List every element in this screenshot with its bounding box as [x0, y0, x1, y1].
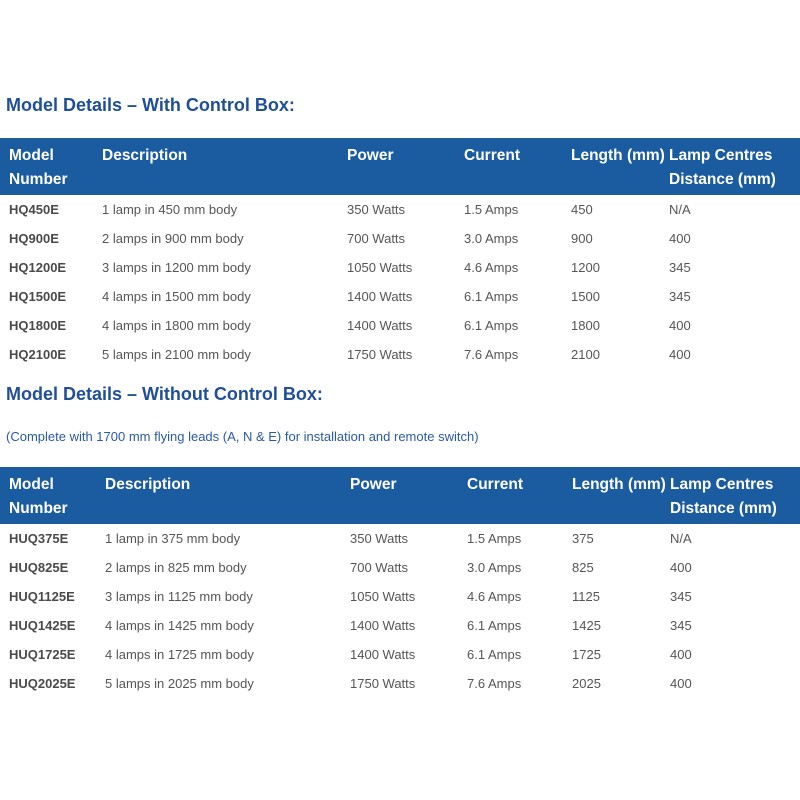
description-cell: 1 lamp in 375 mm body [105, 531, 241, 546]
description-cell: 3 lamps in 1200 mm body [102, 260, 251, 275]
column-header-power: Power [347, 147, 394, 164]
current-cell: 1.5 Amps [467, 531, 522, 546]
current-cell: 4.6 Amps [467, 589, 522, 604]
model-number-cell: HQ900E [9, 231, 59, 246]
table-row [0, 553, 800, 582]
length-cell: 1725 [572, 647, 601, 662]
description-cell: 5 lamps in 2100 mm body [102, 347, 251, 362]
column-header-model-number: Model Number [9, 147, 68, 188]
model-number-cell: HQ1200E [9, 260, 67, 275]
current-cell: 6.1 Amps [467, 647, 522, 662]
length-cell: 1125 [572, 589, 600, 604]
current-cell: 6.1 Amps [464, 318, 519, 333]
power-cell: 350 Watts [347, 202, 406, 217]
description-cell: 1 lamp in 450 mm body [102, 202, 238, 217]
column-header-current: Current [467, 476, 523, 493]
lamp-centres-distance-cell: 345 [670, 589, 692, 604]
power-cell: 1400 Watts [347, 318, 413, 333]
description-cell: 4 lamps in 1500 mm body [102, 289, 251, 304]
model-number-cell: HQ450E [9, 202, 59, 217]
lamp-centres-distance-cell: 400 [670, 676, 692, 691]
power-cell: 1750 Watts [350, 676, 416, 691]
length-cell: 2100 [571, 347, 600, 362]
lamp-centres-distance-cell: 345 [669, 289, 691, 304]
current-cell: 3.0 Amps [467, 560, 522, 575]
table-row [0, 640, 800, 669]
description-cell: 5 lamps in 2025 mm body [105, 676, 254, 691]
power-cell: 1400 Watts [350, 647, 416, 662]
current-cell: 7.6 Amps [467, 676, 522, 691]
length-cell: 375 [572, 531, 594, 546]
power-cell: 1050 Watts [347, 260, 413, 275]
model-number-cell: HQ1800E [9, 318, 67, 333]
column-header-current: Current [464, 147, 520, 164]
column-header-model-number: Model Number [9, 476, 68, 517]
column-header-length: Length (mm) [572, 476, 666, 493]
flying-leads-note: (Complete with 1700 mm flying leads (A, N & E) for installation and remote switch) [6, 429, 479, 444]
current-cell: 6.1 Amps [464, 289, 519, 304]
model-number-cell: HQ2100E [9, 347, 67, 362]
description-cell: 2 lamps in 825 mm body [105, 560, 247, 575]
description-cell: 2 lamps in 900 mm body [102, 231, 244, 246]
table-row [0, 311, 800, 340]
column-header-lamp-centres-distance: Lamp Centres Distance (mm) [670, 476, 777, 517]
description-cell: 4 lamps in 1800 mm body [102, 318, 251, 333]
table-header-row [0, 138, 800, 195]
description-cell: 4 lamps in 1425 mm body [105, 618, 254, 633]
description-cell: 4 lamps in 1725 mm body [105, 647, 254, 662]
current-cell: 4.6 Amps [464, 260, 519, 275]
section-heading-without-control-box: Model Details – Without Control Box: [6, 384, 323, 404]
length-cell: 450 [571, 202, 593, 217]
current-cell: 3.0 Amps [464, 231, 519, 246]
lamp-centres-distance-cell: 345 [670, 618, 692, 633]
current-cell: 7.6 Amps [464, 347, 519, 362]
lamp-centres-distance-cell: 400 [669, 318, 691, 333]
table-row [0, 524, 800, 553]
lamp-centres-distance-cell: 400 [669, 231, 691, 246]
power-cell: 1400 Watts [347, 289, 413, 304]
column-header-description: Description [102, 147, 188, 164]
lamp-centres-distance-cell: 400 [669, 347, 691, 362]
model-number-cell: HUQ1425E [9, 618, 76, 633]
length-cell: 825 [572, 560, 594, 575]
model-table-with-control-box [0, 138, 800, 369]
power-cell: 700 Watts [350, 560, 409, 575]
power-cell: 350 Watts [350, 531, 409, 546]
model-number-cell: HUQ375E [9, 531, 69, 546]
model-number-cell: HQ1500E [9, 289, 67, 304]
power-cell: 700 Watts [347, 231, 406, 246]
model-number-cell: HUQ825E [9, 560, 69, 575]
length-cell: 2025 [572, 676, 601, 691]
length-cell: 1200 [571, 260, 600, 275]
current-cell: 1.5 Amps [464, 202, 519, 217]
table-row [0, 340, 800, 369]
table-row [0, 224, 800, 253]
column-header-lamp-centres-distance: Lamp Centres Distance (mm) [669, 147, 776, 188]
power-cell: 1400 Watts [350, 618, 416, 633]
model-number-cell: HUQ2025E [9, 676, 76, 691]
table-row [0, 669, 800, 698]
table-row [0, 582, 800, 611]
lamp-centres-distance-cell: N/A [669, 202, 691, 217]
length-cell: 1800 [571, 318, 600, 333]
column-header-description: Description [105, 476, 191, 493]
description-cell: 3 lamps in 1125 mm body [105, 589, 253, 604]
column-header-length: Length (mm) [571, 147, 665, 164]
power-cell: 1050 Watts [350, 589, 416, 604]
current-cell: 6.1 Amps [467, 618, 522, 633]
lamp-centres-distance-cell: 400 [670, 560, 692, 575]
length-cell: 1425 [572, 618, 601, 633]
table-row [0, 611, 800, 640]
lamp-centres-distance-cell: N/A [670, 531, 692, 546]
table-row [0, 282, 800, 311]
length-cell: 1500 [571, 289, 600, 304]
model-number-cell: HUQ1725E [9, 647, 76, 662]
table-row [0, 253, 800, 282]
lamp-centres-distance-cell: 400 [670, 647, 692, 662]
length-cell: 900 [571, 231, 593, 246]
column-header-power: Power [350, 476, 397, 493]
power-cell: 1750 Watts [347, 347, 413, 362]
table-row [0, 195, 800, 224]
lamp-centres-distance-cell: 345 [669, 260, 691, 275]
model-table-without-control-box [0, 467, 800, 698]
section-heading-with-control-box: Model Details – With Control Box: [6, 95, 295, 115]
model-number-cell: HUQ1125E [9, 589, 75, 604]
table-header-row [0, 467, 800, 524]
